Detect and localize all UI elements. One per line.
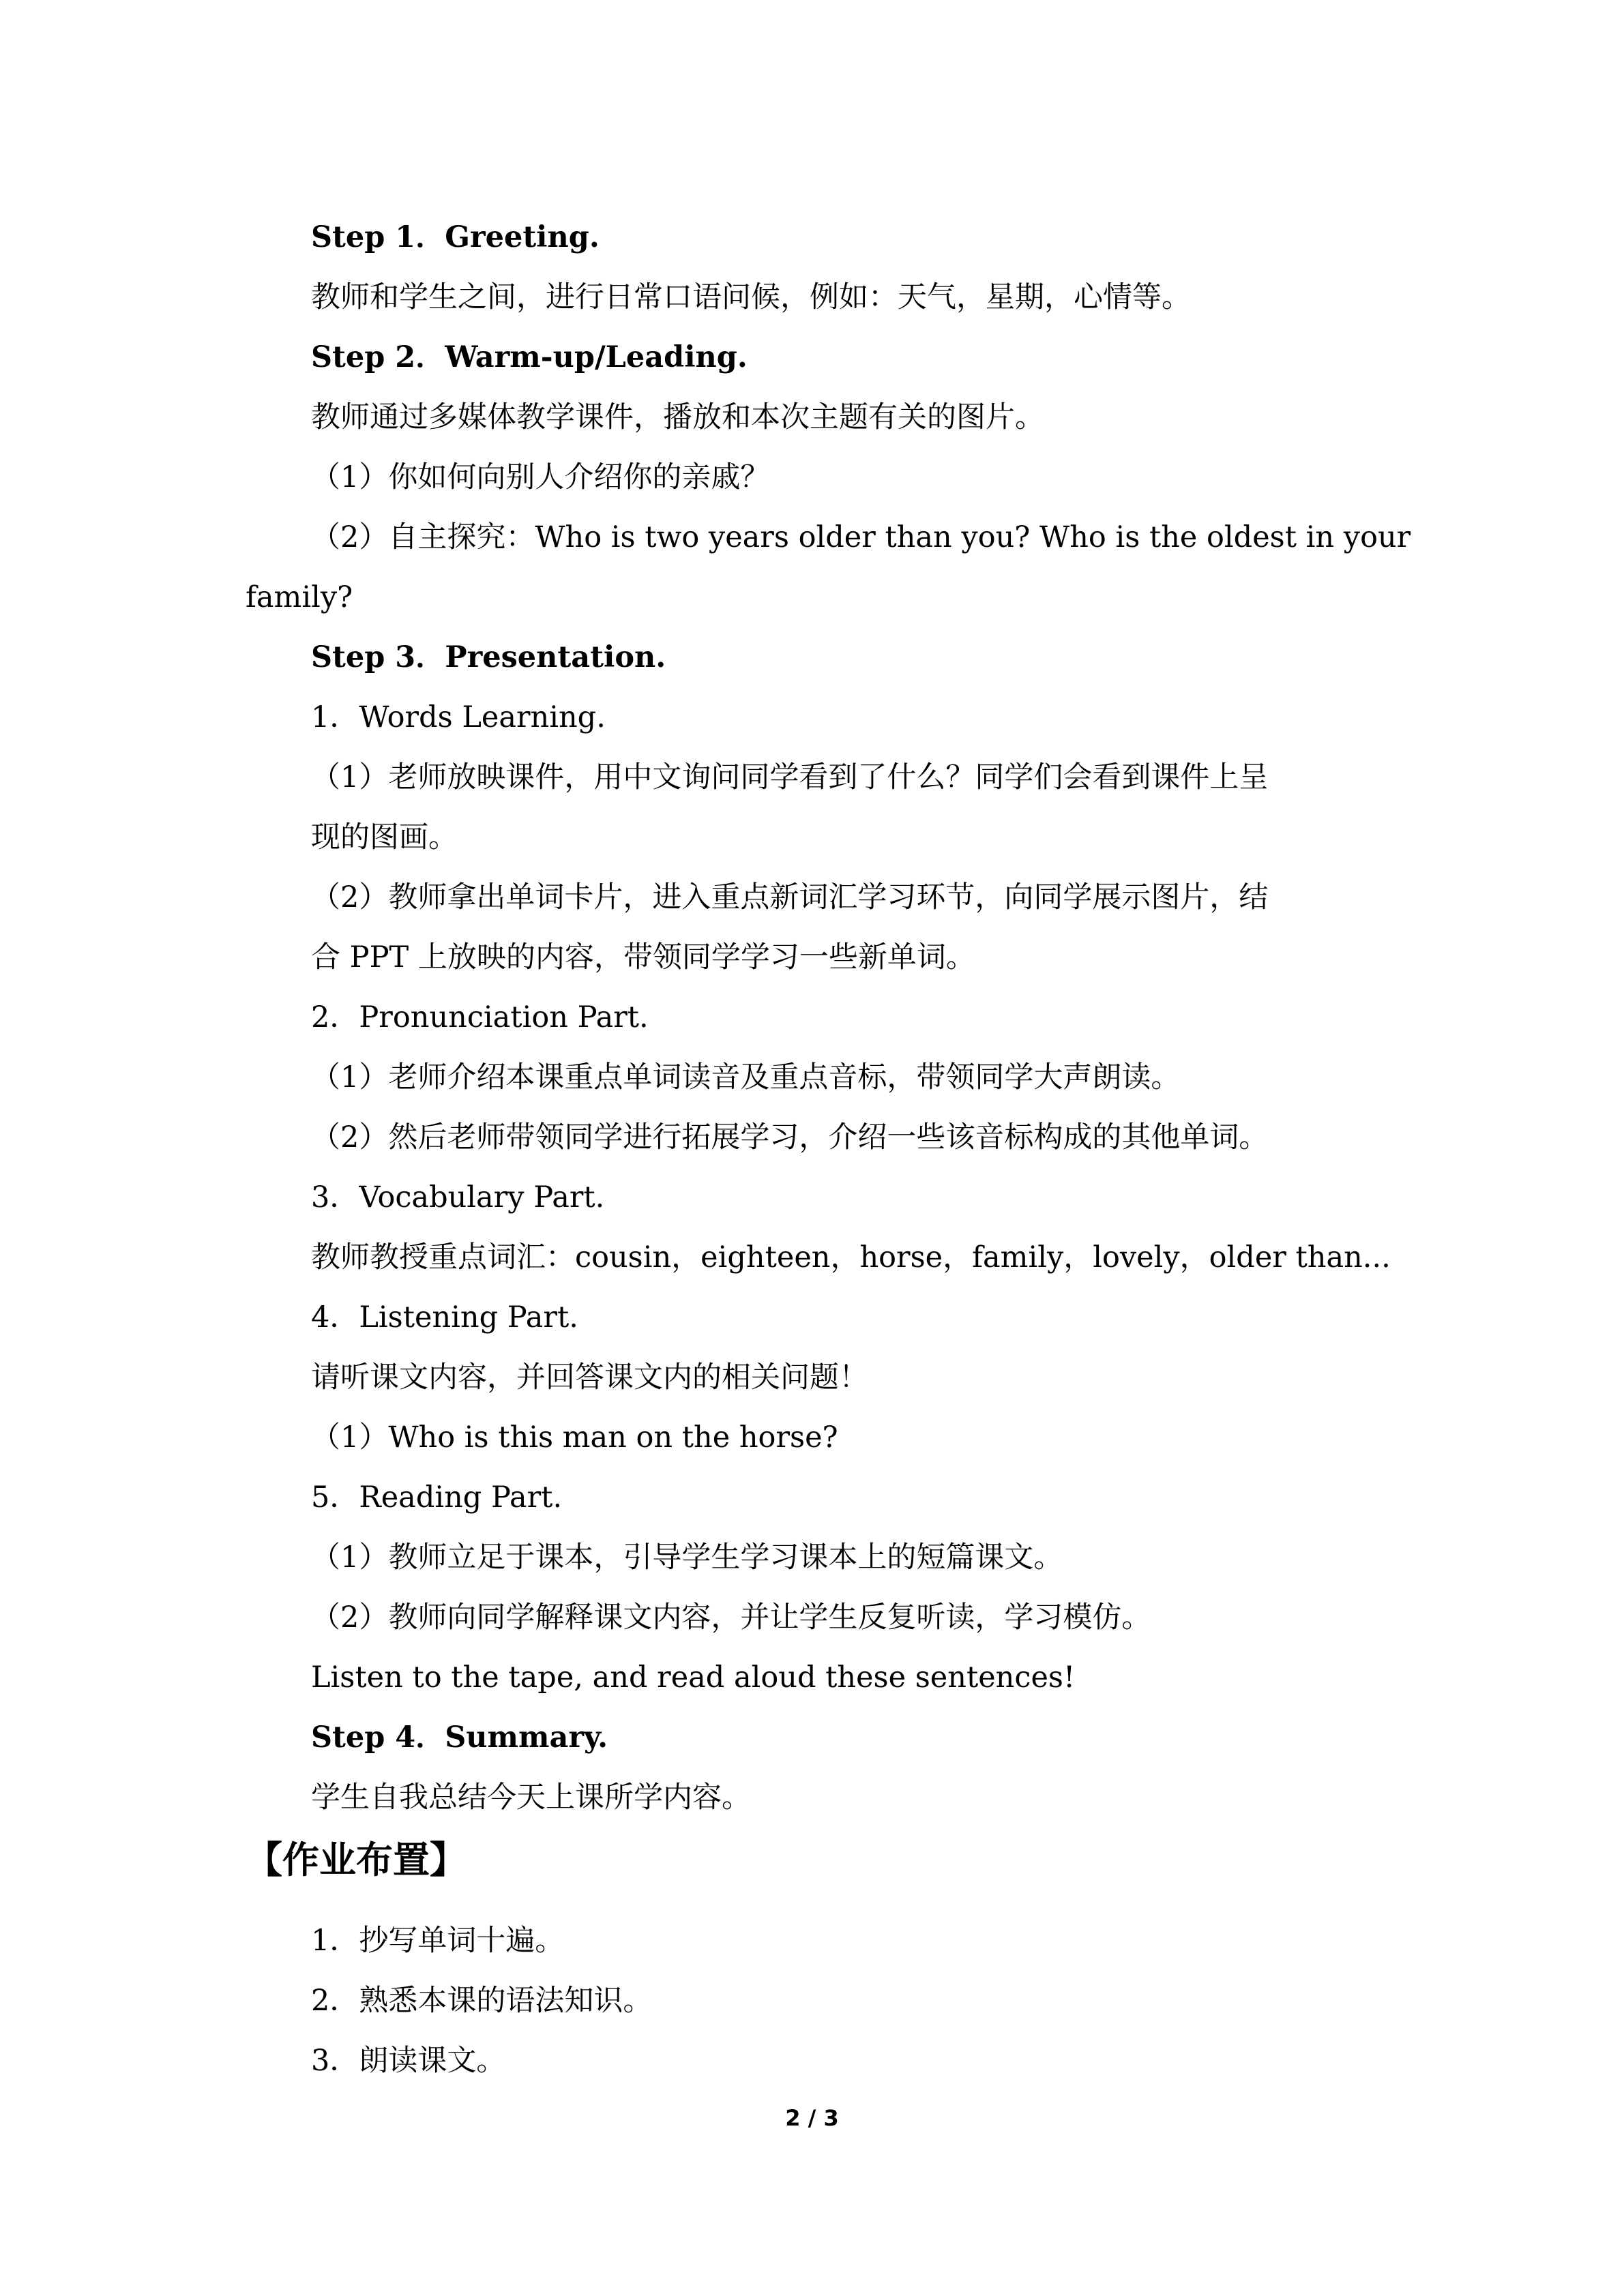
reading-item-2: （2）教师向同学解释课文内容，并让学生反复听读，学习模仿。 bbox=[311, 1600, 1151, 1635]
listening-question-1: （1）Who is this man on the horse? bbox=[311, 1420, 838, 1455]
step3-title: Step 3．Presentation. bbox=[311, 640, 666, 674]
words-heading: 1．Words Learning. bbox=[311, 700, 606, 734]
step2-title: Step 2．Warm-up/Leading. bbox=[311, 340, 748, 374]
step2-text: 教师通过多媒体教学课件，播放和本次主题有关的图片。 bbox=[311, 400, 1044, 434]
pronunciation-heading: 2．Pronunciation Part. bbox=[311, 1000, 649, 1034]
reading-item-1: （1）教师立足于课本，引导学生学习课本上的短篇课文。 bbox=[311, 1540, 1063, 1575]
listening-heading: 4．Listening Part. bbox=[311, 1300, 578, 1335]
step4-title: Step 4．Summary. bbox=[311, 1720, 608, 1755]
step2-question-2-line2: family? bbox=[246, 580, 353, 614]
vocabulary-heading: 3．Vocabulary Part. bbox=[311, 1180, 605, 1214]
step4-text: 学生自我总结今天上课所学内容。 bbox=[311, 1780, 751, 1815]
step2-question-2-line1: （2）自主探究：Who is two years older than you? Who is the oldest in your bbox=[311, 520, 1411, 554]
step1-title: Step 1．Greeting. bbox=[311, 220, 600, 254]
reading-sentence: Listen to the tape, and read aloud these sentences! bbox=[311, 1660, 1076, 1695]
reading-heading: 5．Reading Part. bbox=[311, 1480, 563, 1515]
pronunciation-item-1: （1）老师介绍本课重点单词读音及重点音标，带领同学大声朗读。 bbox=[311, 1060, 1181, 1094]
words-item-2-line2: 合 PPT 上放映的内容，带领同学学习一些新单词。 bbox=[311, 940, 975, 974]
step1-text: 教师和学生之间，进行日常口语问候，例如：天气，星期，心情等。 bbox=[311, 280, 1191, 314]
homework-item: 3．朗读课文。 bbox=[311, 2044, 506, 2078]
pronunciation-item-2: （2）然后老师带领同学进行拓展学习，介绍一些该音标构成的其他单词。 bbox=[311, 1120, 1269, 1154]
words-item-1-line2: 现的图画。 bbox=[311, 820, 458, 854]
words-item-2-line1: （2）教师拿出单词卡片，进入重点新词汇学习环节，向同学展示图片，结 bbox=[311, 880, 1269, 914]
words-item-1-line1: （1）老师放映课件，用中文询问同学看到了什么？同学们会看到课件上呈 bbox=[311, 760, 1269, 794]
page-number: 2 / 3 bbox=[785, 2105, 839, 2131]
homework-heading: 【作业布置】 bbox=[246, 1838, 467, 1881]
step2-question-1: （1）你如何向别人介绍你的亲戚？ bbox=[311, 460, 770, 494]
homework-item: 1．抄写单词十遍。 bbox=[311, 1924, 565, 1958]
listening-text: 请听课文内容，并回答课文内的相关问题！ bbox=[311, 1360, 868, 1395]
vocabulary-text: 教师教授重点词汇：cousin，eighteen，horse，family，lovely，older than... bbox=[311, 1240, 1391, 1274]
homework-item: 2．熟悉本课的语法知识。 bbox=[311, 1984, 653, 2018]
